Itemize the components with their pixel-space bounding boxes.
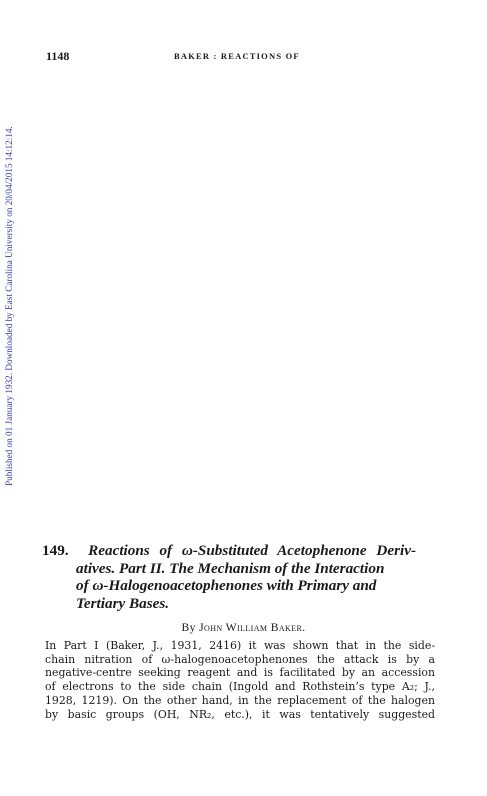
byline-prefix: By — [181, 621, 196, 634]
author-name: John William Baker. — [199, 621, 306, 634]
body-line: negative-centre seeking reagent and is facilitated by an accession — [45, 666, 435, 680]
title-line-1-text: Reactions of ω-Substituted Acetophenone Deriv- — [88, 542, 417, 559]
running-head: BAKER : REACTIONS OF — [174, 51, 300, 61]
title-line-2: atives. Part II. The Mechanism of the Interaction — [76, 559, 385, 577]
body-text — [45, 639, 435, 721]
body-line: by basic groups (OH, NR₂, etc.), it was tentatively suggested — [45, 707, 435, 721]
title-line-3: of ω-Halogenoacetophenones with Primary and — [76, 577, 377, 594]
article-number: 149. — [42, 542, 69, 559]
download-provenance-note: Published on 01 January 1932. Downloaded by East Carolina University on 20/04/2015 14:12:14. — [4, 126, 14, 486]
body-line: chain nitration of ω-halogenoacetophenones the attack is by a — [45, 652, 435, 666]
title-line-1 — [42, 542, 416, 560]
page-number: 1148 — [46, 49, 70, 63]
article-title — [42, 542, 442, 612]
body-line: 1928, 1219). On the other hand, in the replacement of the halogen — [45, 693, 435, 707]
author-byline — [0, 621, 487, 634]
body-line: In Part I (Baker, J., 1931, 2416) it was shown that in the side- — [45, 639, 435, 652]
title-line-4: Tertiary Bases. — [76, 594, 170, 612]
body-line: of electrons to the side chain (Ingold and Rothstein’s type A₂; J., — [45, 680, 435, 694]
